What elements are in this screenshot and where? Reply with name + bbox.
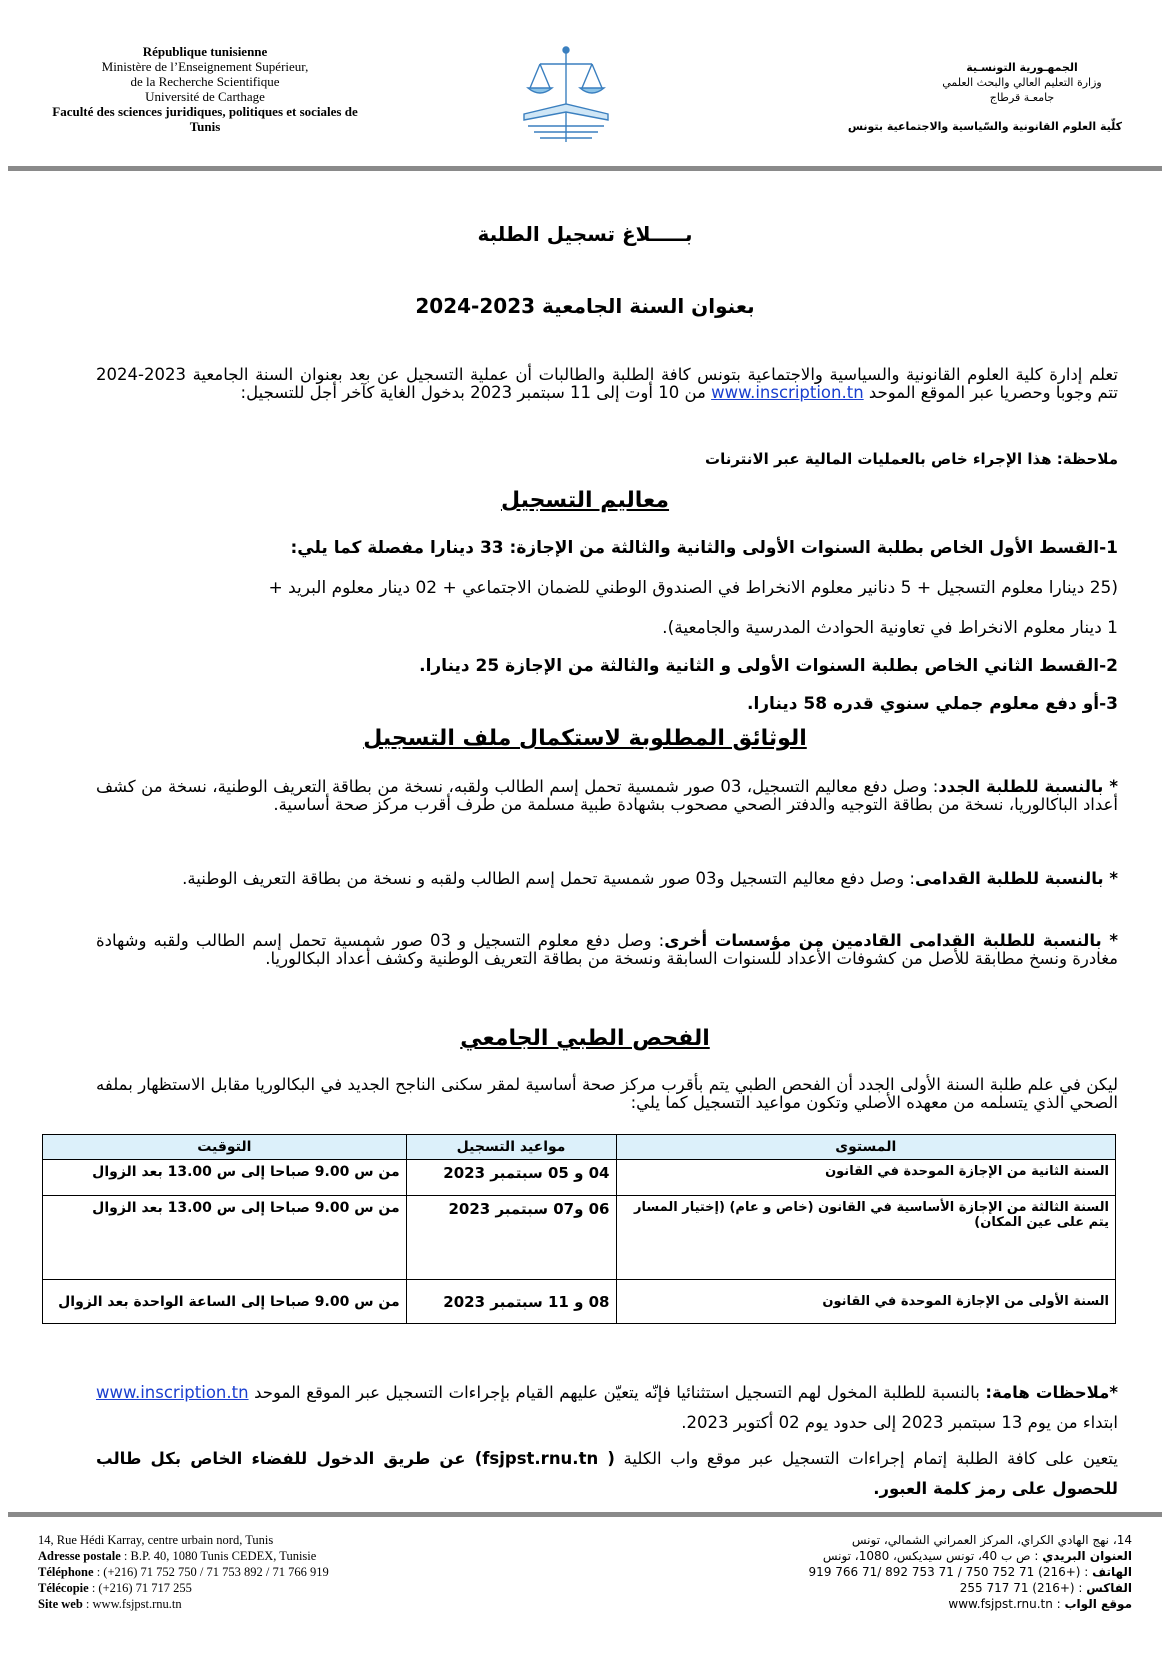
fees-line-2: (25 دينارا معلوم التسجيل + 5 دنانير معلوم الانخراط في الصندوق الوطني للضمان الاجتماعي + 02 دينار معلوم البريد + — [268, 578, 1118, 598]
table-cell-level: السنة الأولى من الإجازة الموحدة في القانون — [616, 1280, 1116, 1324]
footer-value: : (+216) 71 717 255 — [88, 1581, 192, 1595]
footer-address: 14، نهج الهادي الكراي، المركز العمراني الشمالي، تونس — [851, 1533, 1132, 1547]
documents-heading: الوثائق المطلوبة لاستكمال ملف التسجيل — [363, 726, 807, 751]
table-cell-dates: 08 و 11 سبتمبر 2023 — [406, 1280, 616, 1324]
footer-value: : B.P. 40, 1080 Tunis CEDEX, Tunisie — [120, 1549, 317, 1563]
final-paragraph — [96, 1444, 1118, 1504]
medical-paragraph: ليكن في علم طلبة السنة الأولى الجدد أن الفحص الطبي يتم بأقرب مركز صحة أساسية لمقر سكنى الناجح الجديد في البكالوريا مقابل الاستظهار بملفه الصحي الذي يتسلمه من معهده الأصلي وتكون مواعيد التسجيل كما يلي: — [96, 1075, 1118, 1112]
intro-text: تعلم إدارة كلية العلوم القانونية والسياسية والاجتماعية بتونس كافة الطلبة والطالبات أن عملية التسجيل عن بعد بعنوان السنة الجامعية 2023-2024 تتم وجوبا وحصريا عبر الموقع الموحد — [96, 365, 1118, 402]
footer-fr — [38, 1532, 458, 1612]
fees-line-1: 1-القسط الأول الخاص بطلبة السنوات الأولى والثانية والثالثة من الإجازة: 33 دينارا مفصلة كما يلي: — [290, 538, 1118, 558]
intro-text-end: من 10 أوت إلى 11 سبتمبر 2023 بدخول الغاية كآخر أجل للتسجيل: — [240, 383, 712, 402]
docs-label: * بالنسبة للطلبة القدامى — [914, 869, 1118, 888]
header-ar-line: وزارة التعليم العالي والبحث العلمي — [942, 76, 1102, 89]
important-text: بالنسبة للطلبة المخول لهم التسجيل استثنائيا فإنّه يتعيّن عليهم القيام بإجراءات التسجيل عبر الموقع الموحد — [248, 1383, 986, 1402]
intro-paragraph — [96, 366, 1118, 402]
docs-new-students — [96, 778, 1118, 814]
docs-text: : وصل دفع معاليم التسجيل، 03 صور شمسية تحمل إسم الطالب ولقبه، نسخة من بطاقة التعريف الوطنية، نسخة من كشف أعداد الباكالوريا، نسخة من بطاقة التوجيه والدفتر الصحي مصحوب بشهادة طبية مسلمة من طرف أقرب مركز صحة أساسية. — [96, 777, 1118, 814]
footer-label: العنوان البريدي — [1042, 1549, 1132, 1563]
table-cell-time: من س 9.00 صباحا إلى س 13.00 بعد الزوال — [43, 1196, 407, 1280]
header-fr-line: Université de Carthage — [145, 89, 265, 104]
header-ar — [792, 60, 1122, 134]
header-fr-line: Tunis — [189, 119, 221, 134]
docs-label: * بالنسبة للطلبة القدامى القادمين من مؤسسات أخرى — [664, 931, 1118, 950]
table-header-time: التوقيت — [43, 1135, 407, 1160]
header-ar-line: كلّية العلوم القانونية والسّياسية والاجتماعية بتونس — [847, 120, 1122, 133]
footer-ar — [712, 1532, 1132, 1612]
fees-line-5: 3-أو دفع معلوم جملي سنوي قدره 58 دينارا. — [746, 694, 1118, 714]
header-ar-line: جامعـة قرطاج — [989, 91, 1055, 104]
header-fr-line: de la Recherche Scientifique — [130, 74, 280, 89]
table-header-row — [43, 1135, 1116, 1160]
table-cell-dates: 04 و 05 سبتمبر 2023 — [406, 1160, 616, 1196]
footer-label: Télécopie — [38, 1581, 89, 1595]
docs-text: : وصل دفع معاليم التسجيل و03 صور شمسية تحمل إسم الطالب ولقبه و نسخة من بطاقة التعريف الوطنية. — [182, 869, 915, 888]
footer-label: الهاتف — [1092, 1565, 1132, 1579]
footer-value: : ص ب 40، تونس سيديكس، 1080، تونس — [822, 1549, 1043, 1563]
fees-heading: معاليم التسجيل — [500, 488, 670, 513]
docs-transfer-students — [96, 932, 1118, 968]
note-text: هذا الإجراء خاص بالعمليات المالية عبر الانترنات — [705, 450, 1057, 468]
table-cell-level: السنة الثالثة من الإجازة الأساسية في القانون (خاص و عام) (إختيار المسار يتم على عين المكان) — [616, 1196, 1116, 1280]
docs-text: : وصل دفع معلوم التسجيل و 03 صور شمسية تحمل إسم الطالب ولقبه وشهادة مغادرة ونسخ مطابقة للأصل من كشوفات الأعداد للسنوات السابقة ونسخة من بطاقة التعريف الوطنية وكشف أعداد البكالوريا. — [96, 931, 1118, 968]
footer-value: : www.fsjpst.rnu.tn — [82, 1597, 182, 1611]
page-title: بـــــلاغ تسجيل الطلبة — [477, 222, 693, 246]
docs-old-students — [96, 870, 1118, 888]
header-fr — [30, 44, 380, 134]
header-divider — [8, 166, 1162, 171]
footer-label: Téléphone — [38, 1565, 94, 1579]
note-label: ملاحظة: — [1056, 450, 1118, 468]
table-cell-dates: 06 و07 سبتمبر 2023 — [406, 1196, 616, 1280]
table-header-dates: مواعيد التسجيل — [406, 1135, 616, 1160]
table-row — [43, 1196, 1116, 1280]
table-row — [43, 1280, 1116, 1324]
justice-scales-logo — [518, 42, 614, 152]
faculty-site: ( fsjpst.rnu.tn) — [474, 1449, 615, 1468]
table-cell-time: من س 9.00 صباحا إلى س 13.00 بعد الزوال — [43, 1160, 407, 1196]
inscription-link-2[interactable]: www.inscription.tn — [96, 1383, 249, 1402]
fees-line-4: 2-القسط الثاني الخاص بطلبة السنوات الأولى و الثانية والثالثة من الإجازة 25 دينارا. — [419, 656, 1118, 676]
footer-divider — [8, 1512, 1162, 1517]
docs-label: * بالنسبة للطلبة الجدد — [938, 777, 1118, 796]
footer-label: Adresse postale — [38, 1549, 121, 1563]
final-text: يتعين على كافة الطلبة إتمام إجراءات التسجيل عبر موقع واب الكلية — [614, 1449, 1118, 1468]
footer-label: موقع الواب — [1064, 1597, 1132, 1611]
footer-value: : (+216) 71 752 750 / 71 753 892 /71 766 919 — [808, 1565, 1093, 1579]
footer-label: Site web — [38, 1597, 83, 1611]
footer-value: : (+216) 71 717 255 — [959, 1581, 1087, 1595]
note-line — [48, 450, 1118, 468]
page-subtitle: بعنوان السنة الجامعية 2023-2024 — [415, 294, 755, 318]
table-header-level: المستوى — [616, 1135, 1116, 1160]
header-fr-line: République tunisienne — [142, 44, 268, 59]
schedule-table — [42, 1134, 1116, 1324]
footer-value: : (+216) 71 752 750 / 71 753 892 / 71 766 919 — [93, 1565, 329, 1579]
medical-heading: الفحص الطبي الجامعي — [460, 1026, 710, 1051]
important-label: *ملاحظات هامة: — [985, 1383, 1118, 1402]
important-notes — [96, 1378, 1118, 1438]
table-cell-time: من س 9.00 صباحا إلى الساعة الواحدة بعد الزوال — [43, 1280, 407, 1324]
footer-address: 14, Rue Hédi Karray, centre urbain nord, Tunis — [38, 1533, 274, 1547]
header-ar-line: الجمهـورية التونسـية — [966, 61, 1078, 74]
footer-label: الفاكس — [1086, 1581, 1132, 1595]
final-text-end: عن طريق الدخول للفضاء الخاص بكل طالب للحصول على رمز كلمة العبور. — [96, 1449, 1118, 1498]
important-text-end: ابتداء من يوم 13 سبتمبر 2023 إلى حدود يوم 02 أكتوبر 2023. — [681, 1413, 1118, 1432]
footer-value: : www.fsjpst.rnu.tn — [948, 1597, 1065, 1611]
table-cell-level: السنة الثانية من الإجازة الموحدة في القانون — [616, 1160, 1116, 1196]
header-fr-line: Faculté des sciences juridiques, politiques et sociales de — [52, 104, 358, 119]
table-row — [43, 1160, 1116, 1196]
inscription-link[interactable]: www.inscription.tn — [711, 383, 864, 402]
header-fr-line: Ministère de l’Enseignement Supérieur, — [101, 59, 309, 74]
fees-line-3: 1 دينار معلوم الانخراط في تعاونية الحوادث المدرسية والجامعية). — [662, 618, 1118, 638]
